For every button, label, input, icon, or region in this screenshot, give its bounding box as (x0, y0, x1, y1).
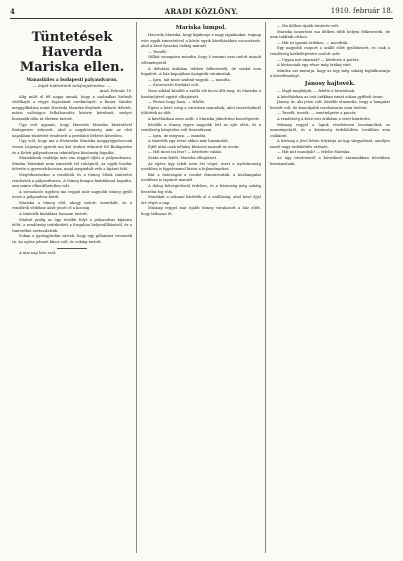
issue-date: 1910. február 18. (330, 7, 393, 15)
paragraph: A tüntetők kiabálása hosszan tartott. (19, 212, 89, 217)
page-number: 4 (10, 7, 15, 16)
paragraph: A dolog kétségtelenül érdekes, és a közönség még sokáig beszélni fog róla. (141, 184, 261, 194)
paragraph: Bár a hatóságok a rendet fenntartották, a közhangulat továbbra is izgatott maradt. (141, 172, 261, 183)
paragraph: Az egész ügy tehát nem ért véget, mert a nyilvánosság továbbra is figyelemmel kíséri a fejleményeket. (141, 161, 261, 172)
paragraph: — Igen, hát most szabad vagyok, — mondta. (148, 77, 231, 82)
paragraph: — Ma délben újabb tüntetés volt. (277, 24, 340, 28)
paragraph: — Tessék! (148, 49, 167, 54)
paragraph: Alig múlt el fél napja annak, hogy a szabadkai hírhedt védőhajtó a vőgye fogásának eredményét: a Bauer Sándor meggyilkolása miatt Haverda Mariska férjének várható ítéletét, máris valóságos felháborodás kísérte kérelmét, melyet hosszabb időn át életben tartott. (12, 94, 132, 121)
paragraph: — Majd meglátjuk, — felelte a hivatalnok. (277, 88, 356, 93)
paragraph: A délutáni órákban többen felkeresték, de senkit sem fogadott. A ház kapujában újságírók várakoztak. (141, 66, 261, 77)
paragraph: Mindez azt mutatja, hogy az ügy még sokáig foglalkoztatja a közvéleményt. (270, 68, 390, 79)
column-3 (270, 24, 390, 167)
paragraph: — Hát ez igazán érdekes, — mondták. (277, 40, 349, 45)
paragraph: — Igen, de megvan. — mondta. (148, 133, 207, 138)
paragraph: Éjfél után csak néhány kíváncsi maradt az utcán. (148, 144, 240, 149)
paragraph: Jánosy úr, aki jelen volt, később elmondta, hogy a hangulat feszült volt, de komolyabb rendzavarás nem történt. (270, 100, 390, 110)
column-rule (265, 22, 266, 553)
paragraph: Mariska ismerősei ma délben több helyen felkeresték, de nem találták otthon. (270, 29, 390, 40)
paragraph: — Szerencsés fordulat volt. (148, 83, 200, 88)
article-title: Mariska lumpol. (175, 25, 227, 31)
paragraph: Később a tömeg egyre nagyobb lett az ajtó előtt, és a rendőrség kénytelen volt beavatkozni. (141, 122, 261, 133)
paragraph: Úgy volt, hogy ma a fővárosba Mariska meggyógyulva-nak vissza Legenyei gyerek ma két órakor érkezett fel Budapestre és a Keleti pályaudvaron tekintélyes közönség fogadta. (12, 139, 132, 155)
paragraph: — Ugyan mit akarnak? — kérdezte a portás. (277, 57, 360, 62)
divider (57, 248, 87, 249)
dateline: Arad, február 18. (99, 89, 132, 93)
paragraph: — Hát mit mondjak? — felelte Mariska. (277, 150, 351, 155)
paragraph: A tüntetők egy része ekkor már hazaindult. (148, 139, 230, 144)
paragraph: — Persze hogy haza, — felelte. (148, 100, 206, 105)
paragraph: Megérkezésekor a rendőrök és a tömeg élénk tüntetést rendeztek a pályaudvaron. A tömeg hangos kiabálással fogadta, ami szinte elkerülhetetlen volt. (12, 172, 132, 189)
paragraph: Nem sokkal később a szálló elé kocsi állt meg, és Mariska a barátnőjével együtt elhajtatott. (141, 88, 261, 99)
paragraph: Másnap reggel a lapok részletesen beszámoltak az eseményekről, és a közönség érdeklődése továbbra sem csökkent. (270, 122, 390, 138)
column-2 (141, 24, 261, 218)
paragraph: A rendőrség a késő esti órákban a teret kiürítette. (277, 116, 371, 121)
article-title: Jánosy hajtovék. (304, 80, 356, 87)
paragraph: A kávéházban az esti órákban ismét sokan gyűltek össze. (277, 94, 384, 99)
paragraph: Másnap reggel már újabb tömeg várakozott a ház előtt, hogy láthassa őt. (141, 206, 261, 216)
paragraph: Vállait vonogatva mondta, hogy ő semmit sem tudott mások véleményéről. (141, 55, 261, 65)
headline: Tüntetések Haverda Mariska ellen. (19, 30, 125, 75)
paragraph: A szenzációs ügyben ma reggel már nagyobb tömeg gyűlt össze a pályaudvar körül. (12, 189, 132, 200)
paper-title: ARADI KÖZLÖNY. (164, 7, 239, 16)
paragraph: Mariskát a rokonai kísérték el a szállásáig, ahol késő éjjel ért véget a nap. (141, 195, 261, 205)
paragraph: Sokan a gyalogjárdán vártak, hogy egy pillantást vessenek rá. Az egész jelenet kínos volt, és sokáig tartott. (12, 234, 132, 245)
paragraph: A mai nap híre szól: (19, 250, 57, 255)
paragraph: Haverda Mariska, hogy kipihenje a nagy izgalmakat, tegnap este egyik ismerősével a körút egyik kávéházában vacsorázott, ahol a késő éjszakai órákig maradt. (141, 33, 261, 49)
paragraph: Egy nagyobb csoport a szálló előtt gyülekezett, és csak a rendőrség közbelépésére oszlott szét. (270, 46, 390, 56)
paragraph: Senki sem felelt. Mariska elhajtatott. (148, 156, 218, 161)
paragraph: A bíróság a jövő héten folytatja az ügy tárgyalását, amelyre ismét nagy érdeklődés várható. (270, 139, 390, 149)
paragraph: Mariskának családja már ma reggel eljött a pályaudvarra. Miután Mariskát nem ismerték fel ruhájáról, az egyik hordár felvette a gyermek-kocsira, majd megindult vele a kijárat felé. (12, 156, 132, 172)
paragraph: A kávéházban zene szólt, s Mariska jókedvűen beszélgetett. (148, 116, 260, 121)
paragraph: Mialatt pedig az ügy tovább folyt a pályaudvar kijárata előtt, a rendőrség intézkedett a forgalom helyreállításáról, és a tüntetőket szétoszlatták. (12, 217, 132, 233)
paragraph: Úgy volt ugyanis, hogy Haverda Mariska kíséretével Budapestre érkezett, ahol a nagyközönség már az első napokban tüntetést rendezett a perdöntő ítéletet követően. (12, 122, 132, 138)
page-header (10, 6, 393, 19)
paragraph: — Tessék, tessék, — ismételgette a pincér. (277, 111, 357, 116)
paragraph: — Hát most mi lesz? — kérdezte valaki. (148, 150, 222, 155)
paragraph: Egész a késő estig a városban maradtak, ahol ismerősöknél töltötték az időt. (141, 105, 261, 116)
paragraph: Az ügy részleteiről a következő számunkban bővebben beszámolunk. (270, 156, 390, 166)
subheading: Manasikiles a budapesti palyaudvaron. (26, 77, 118, 82)
paragraph: Mariska a tömeg elől, ahogy tudott, menekült, és a rendőrök védelme alatt jutott el a kocsiig. (12, 200, 132, 211)
paragraph: A kíváncsiak egy része még órákig várt. (277, 63, 352, 68)
byline: — Saját tudósítónk telefonjelentése. — (32, 83, 112, 88)
column-1 (12, 24, 132, 256)
column-rule (136, 22, 137, 553)
